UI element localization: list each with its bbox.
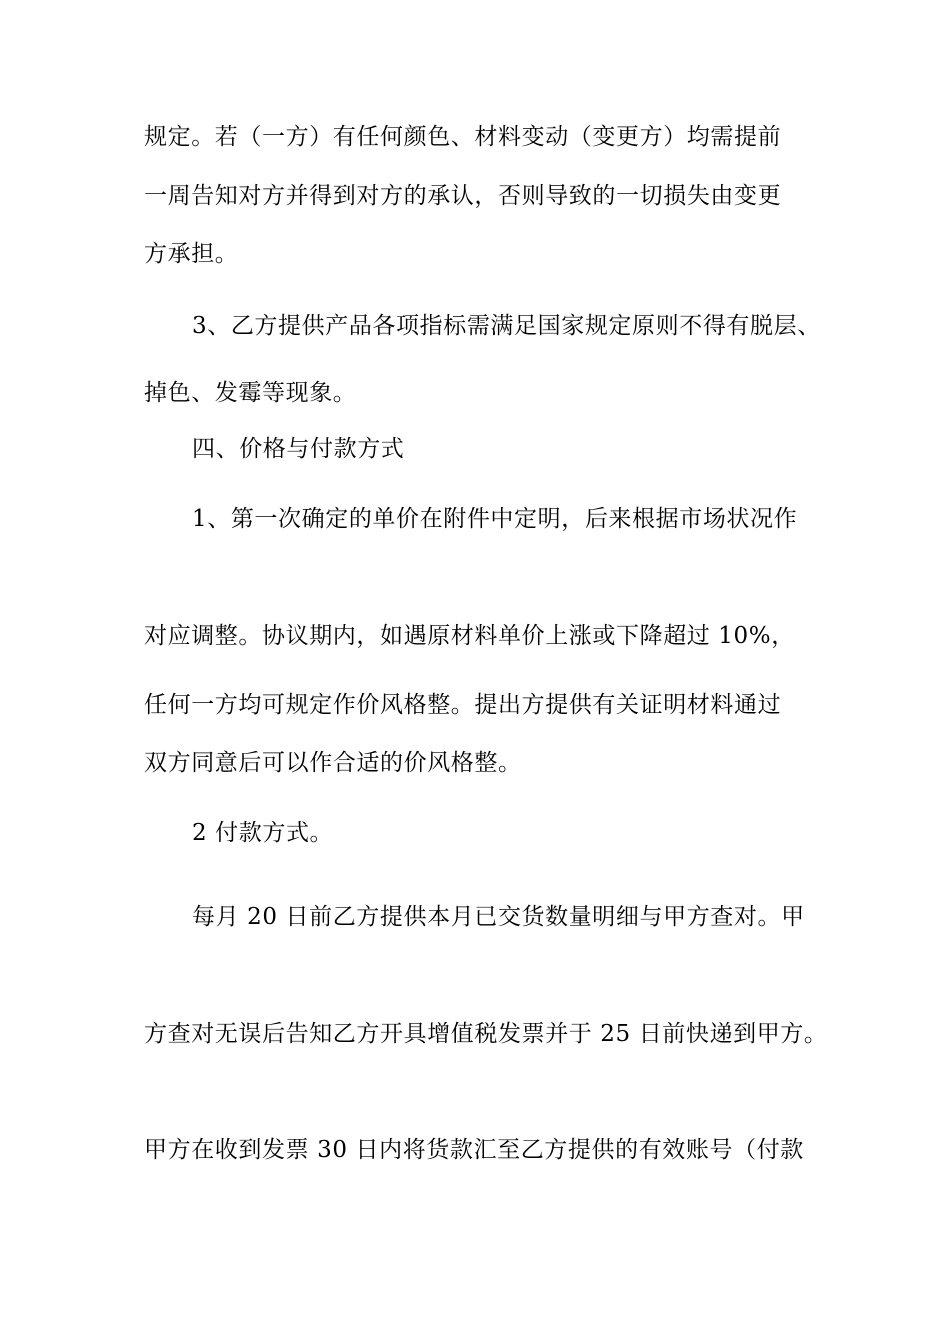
paragraph-line: 方承担。 xyxy=(144,241,239,267)
paragraph-line: 方查对无误后告知乙方开具增值税发票并于 25 日前快递到甲方。 xyxy=(144,1021,828,1047)
paragraph-line: 任何一方均可规定作价风格整。提出方提供有关证明材料通过 xyxy=(144,692,782,718)
paragraph-line: 双方同意后可以作合适的价风格整。 xyxy=(144,750,522,776)
paragraph-line: 一周告知对方并得到对方的承认，否则导致的一切损失由变更 xyxy=(144,183,782,209)
paragraph-line: 规定。若（一方）有任何颜色、材料变动（变更方）均需提前 xyxy=(144,124,782,150)
subsection-heading: 2 付款方式。 xyxy=(192,820,334,846)
paragraph-line: 每月 20 日前乙方提供本月已交货数量明细与甲方查对。甲 xyxy=(192,904,805,930)
section-heading: 四、价格与付款方式 xyxy=(192,436,405,462)
paragraph-line: 3、乙方提供产品各项指标需满足国家规定原则不得有脱层、 xyxy=(192,313,821,339)
paragraph-line: 掉色、发霉等现象。 xyxy=(144,380,357,406)
paragraph-line: 对应调整。协议期内，如遇原材料单价上涨或下降超过 10%， xyxy=(144,623,795,649)
paragraph-line: 甲方在收到发票 30 日内将货款汇至乙方提供的有效账号（付款 xyxy=(144,1137,804,1163)
paragraph-line: 1、第一次确定的单价在附件中定明，后来根据市场状况作 xyxy=(192,506,798,532)
